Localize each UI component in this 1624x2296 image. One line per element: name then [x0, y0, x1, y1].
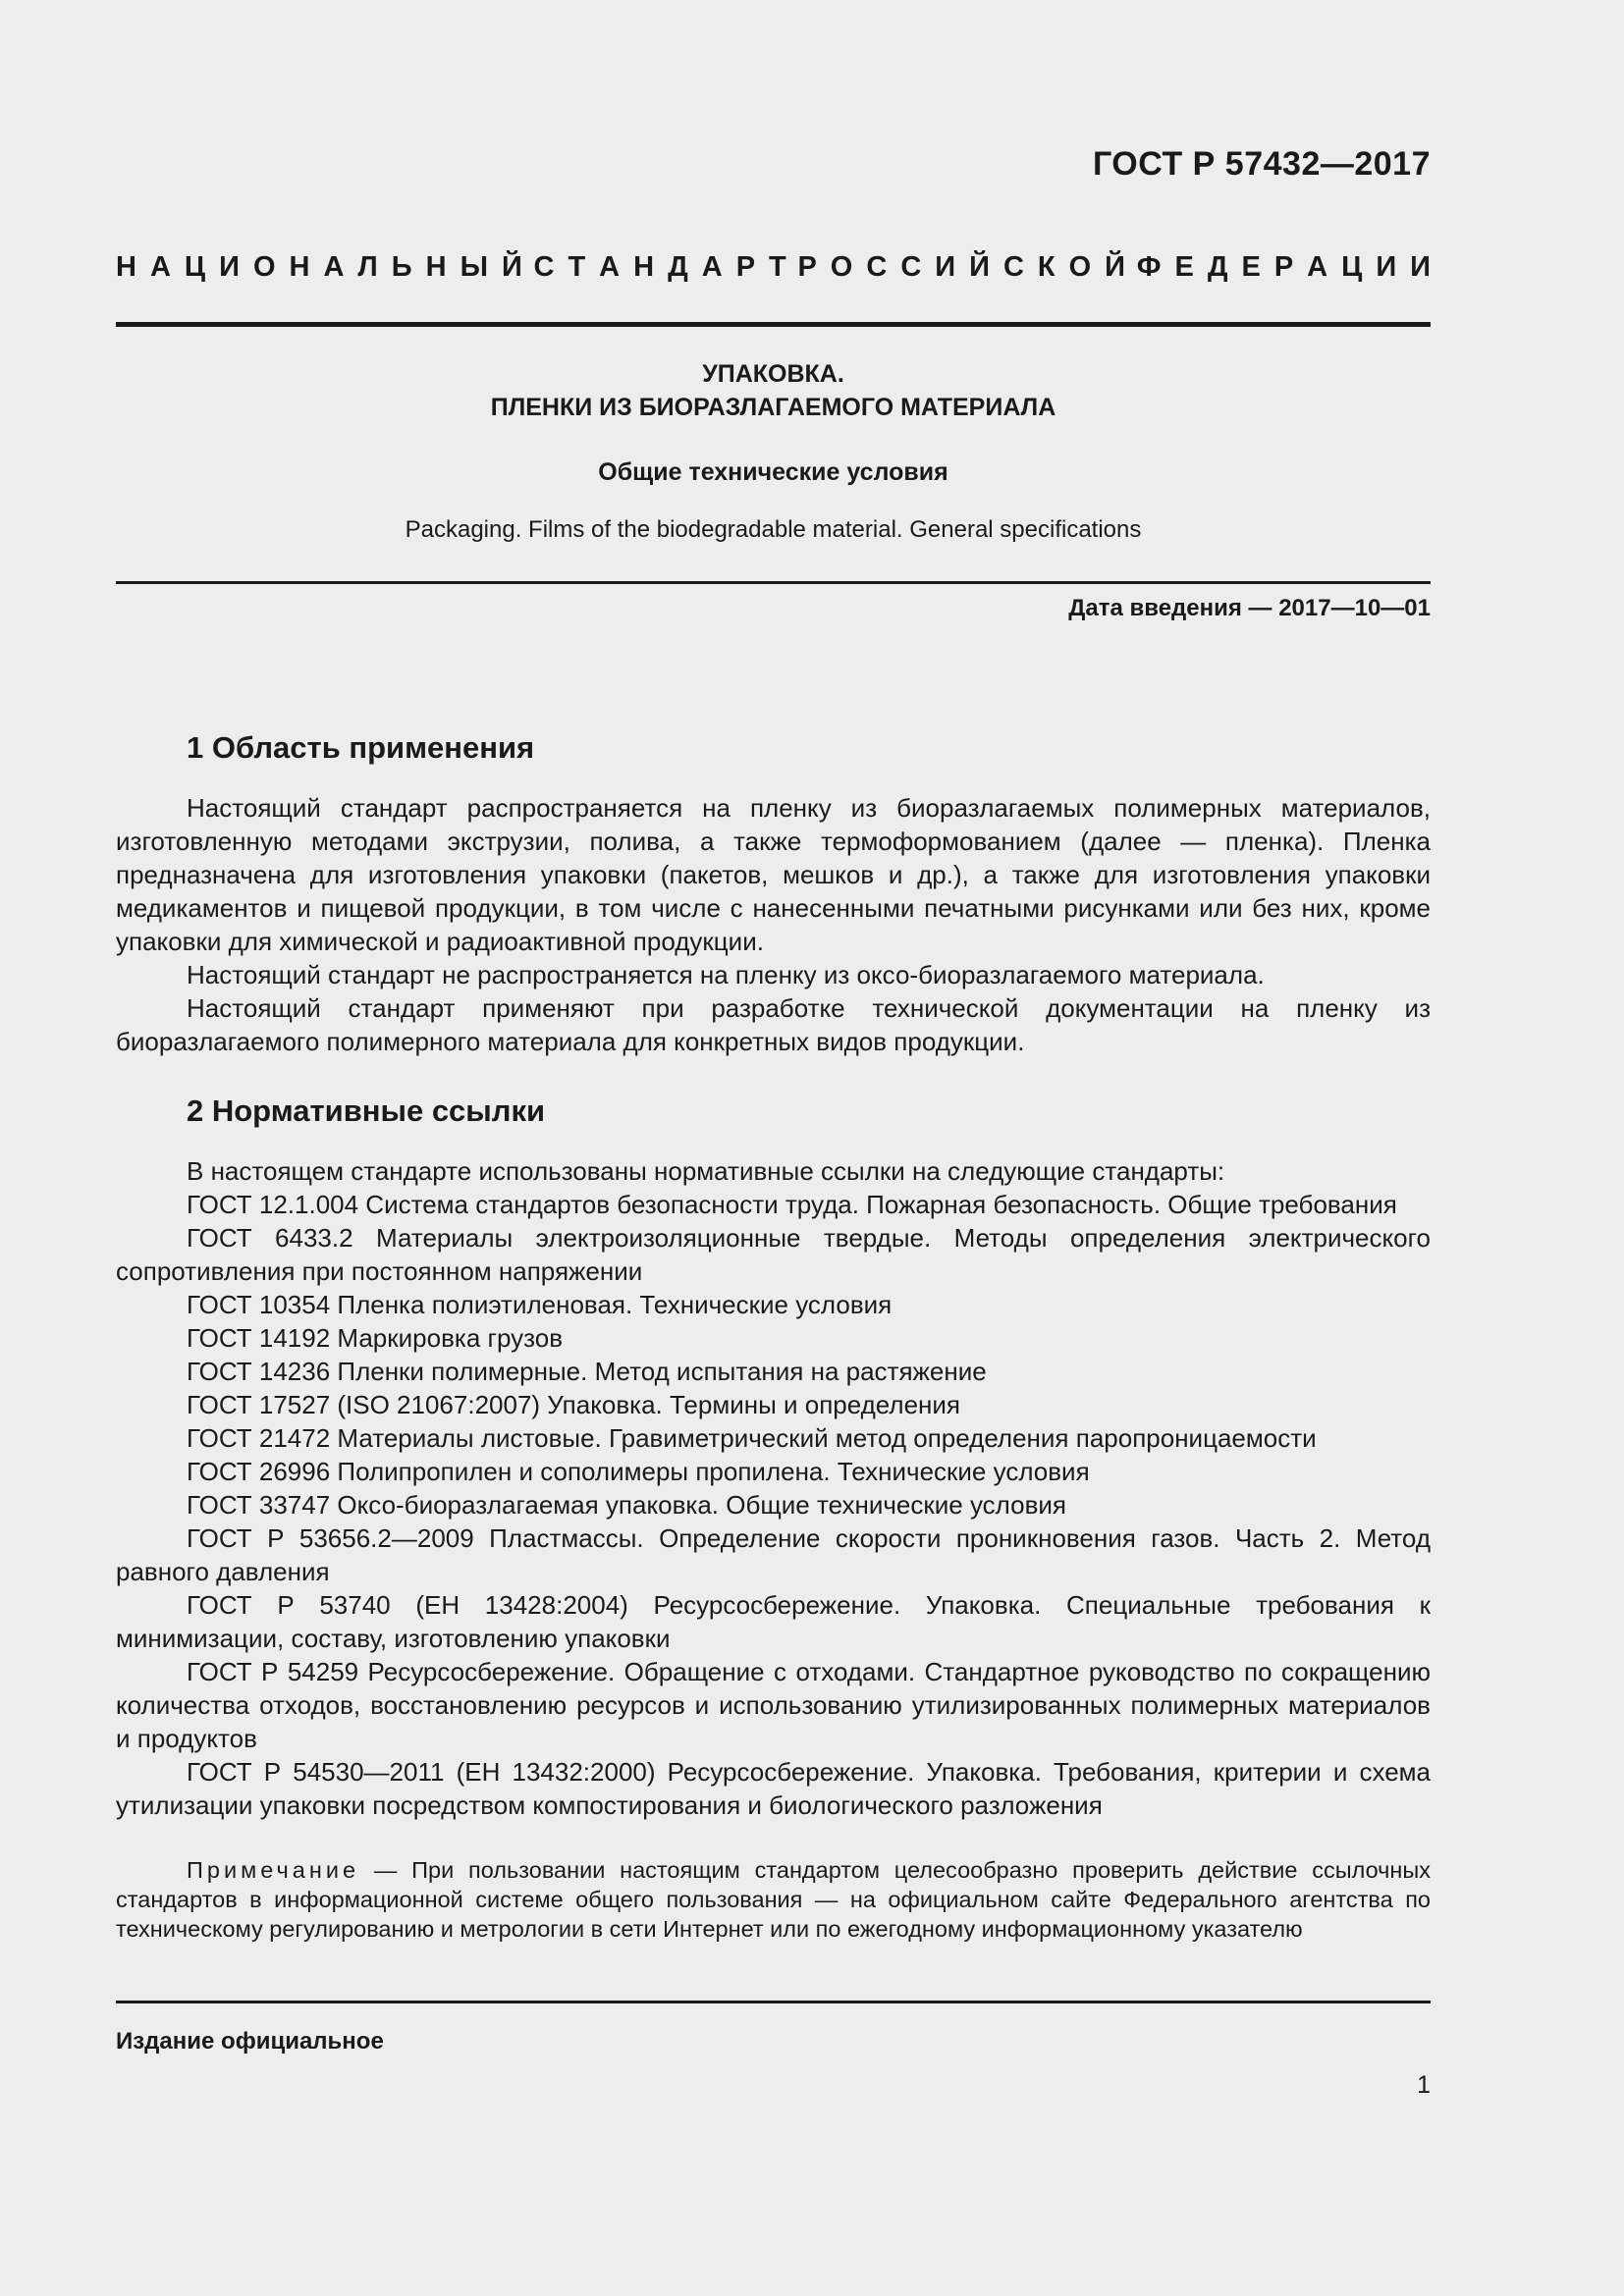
page-number: 1: [1417, 2071, 1431, 2099]
reference-item: ГОСТ Р 53740 (ЕН 13428:2004) Ресурсосбережение. Упаковка. Специальные требования к минимизации, составу, изготовлению упаковки: [116, 1590, 1431, 1653]
reference-item: ГОСТ 14236 Пленки полимерные. Метод испытания на растяжение: [187, 1357, 987, 1386]
reference-item: ГОСТ 17527 (ISO 21067:2007) Упаковка. Термины и определения: [187, 1390, 960, 1419]
reference-item: ГОСТ Р 54259 Ресурсосбережение. Обращение с отходами. Стандартное руководство по сокращению количества отходов, восстановлению ресурсов и использованию утилизированных полимерных материалов и продуктов: [116, 1657, 1431, 1753]
banner-letter: Н: [116, 251, 136, 283]
reference-item: ГОСТ 6433.2 Материалы электроизоляционные твердые. Методы определения электрического сопротивления при постоянном напряжении: [116, 1223, 1431, 1286]
footer-divider: [116, 2001, 1431, 2003]
section-2-body: [116, 1154, 1431, 1822]
banner-letter: Д: [668, 251, 688, 283]
banner-letter: Ы: [460, 251, 488, 283]
banner-letter: Р: [1273, 251, 1294, 283]
banner-letter: С: [533, 251, 555, 283]
banner-letter: И: [1410, 251, 1431, 283]
reference-item: ГОСТ 33747 Оксо-биоразлагаемая упаковка. Общие технические условия: [187, 1490, 1066, 1520]
banner-letter: О: [830, 251, 853, 283]
reference-item: ГОСТ 10354 Пленка полиэтиленовая. Технические условия: [187, 1290, 893, 1319]
paragraph: В настоящем стандарте использованы нормативные ссылки на следующие стандарты:: [187, 1156, 1225, 1186]
banner-letter: Р: [735, 251, 756, 283]
banner-letter: И: [219, 251, 240, 283]
banner-letter: Т: [568, 251, 586, 283]
national-standard-banner: [116, 251, 1431, 284]
banner-letter: Д: [1207, 251, 1228, 283]
banner-letter: Й: [501, 251, 522, 283]
banner-letter: О: [252, 251, 276, 283]
banner-letter: Ц: [184, 251, 206, 283]
banner-letter: Ц: [1341, 251, 1363, 283]
paragraph: Настоящий стандарт не распространяется на пленку из оксо-биоразлагаемого материала.: [187, 960, 1265, 989]
banner-letter: К: [1037, 251, 1056, 283]
reference-item: ГОСТ Р 54530—2011 (ЕН 13432:2000) Ресурсосбережение. Упаковка. Требования, критерии и схема утилизации упаковки посредством компостирования и биологического разложения: [116, 1757, 1431, 1820]
banner-letter: А: [599, 251, 621, 283]
note-paragraph: [116, 1855, 1431, 1944]
reference-item: ГОСТ 26996 Полипропилен и сополимеры пропилена. Технические условия: [187, 1457, 1090, 1486]
official-edition-label: Издание официальное: [116, 2028, 384, 2055]
banner-letter: Н: [289, 251, 310, 283]
banner-letter: И: [1376, 251, 1397, 283]
section-2-heading: 2 Нормативные ссылки: [187, 1094, 546, 1128]
top-divider: [116, 322, 1431, 327]
banner-word: [116, 251, 522, 284]
english-title: Packaging. Films of the biodegradable material. General specifications: [405, 516, 1142, 543]
note-text: — При пользовании настоящим стандартом целесообразно проверить действие ссылочных стандартов в информационной системе общего пользования — на официальном сайте Федерального агентства по техническому регулированию и метрологии в сети Интернет или по ежегодному информационному указателю: [116, 1857, 1431, 1942]
introduction-date: Дата введения — 2017—10—01: [1068, 595, 1431, 621]
banner-letter: И: [935, 251, 956, 283]
section-1-heading: 1 Область применения: [187, 730, 535, 765]
banner-letter: С: [900, 251, 922, 283]
title-block: [116, 357, 1431, 547]
banner-letter: Й: [969, 251, 990, 283]
banner-letter: О: [1068, 251, 1092, 283]
banner-letter: Н: [633, 251, 655, 283]
banner-word: [1137, 251, 1431, 284]
title-divider: [116, 581, 1431, 584]
banner-letter: А: [149, 251, 171, 283]
paragraph: Настоящий стандарт применяют при разработке технической документации на пленку из биоразлагаемого полимерного материала для конкретных видов продукции.: [116, 993, 1431, 1056]
banner-letter: С: [866, 251, 888, 283]
banner-letter: Ь: [391, 251, 412, 283]
note-block: [116, 1855, 1431, 1944]
section-1-body: [116, 791, 1431, 1058]
title-line-1: УПАКОВКА.: [702, 360, 844, 388]
banner-letter: Т: [769, 251, 786, 283]
banner-letter: Н: [425, 251, 447, 283]
banner-word: [534, 251, 786, 284]
banner-letter: Р: [797, 251, 817, 283]
title-line-2: ПЛЕНКИ ИЗ БИОРАЗЛАГАЕМОГО МАТЕРИАЛА: [490, 394, 1056, 421]
banner-letter: Й: [1105, 251, 1126, 283]
banner-word: [797, 251, 1125, 284]
banner-letter: А: [701, 251, 723, 283]
reference-item: ГОСТ 12.1.004 Система стандартов безопасности труда. Пожарная безопасность. Общие требования: [187, 1190, 1397, 1219]
document-id: ГОСТ Р 57432—2017: [1092, 145, 1431, 183]
reference-item: ГОСТ Р 53656.2—2009 Пластмассы. Определение скорости проникновения газов. Часть 2. Метод равного давления: [116, 1523, 1431, 1586]
banner-letter: Ф: [1136, 251, 1162, 283]
banner-letter: Е: [1241, 251, 1261, 283]
banner-letter: С: [1002, 251, 1024, 283]
note-label: Примечание: [187, 1857, 360, 1883]
paragraph: Настоящий стандарт распространяется на пленку из биоразлагаемых полимерных материалов, изготовленную методами экструзии, полива, а также термоформованием (далее — пленка). Пленка предназначена для изготовления упаковки (пакетов, мешков и др.), а также для изготовления упаковки медикаментов и пищевой продукции, в том числе с нанесенными печатными рисунками или без них, кроме упаковки для химической и радиоактивной продукции.: [116, 793, 1431, 956]
title-subtitle: Общие технические условия: [598, 458, 948, 486]
reference-item: ГОСТ 14192 Маркировка грузов: [187, 1323, 564, 1353]
reference-item: ГОСТ 21472 Материалы листовые. Гравиметрический метод определения паропроницаемости: [187, 1423, 1317, 1453]
banner-letter: Е: [1174, 251, 1194, 283]
banner-letter: Л: [357, 251, 378, 283]
banner-letter: А: [323, 251, 345, 283]
banner-letter: А: [1307, 251, 1328, 283]
